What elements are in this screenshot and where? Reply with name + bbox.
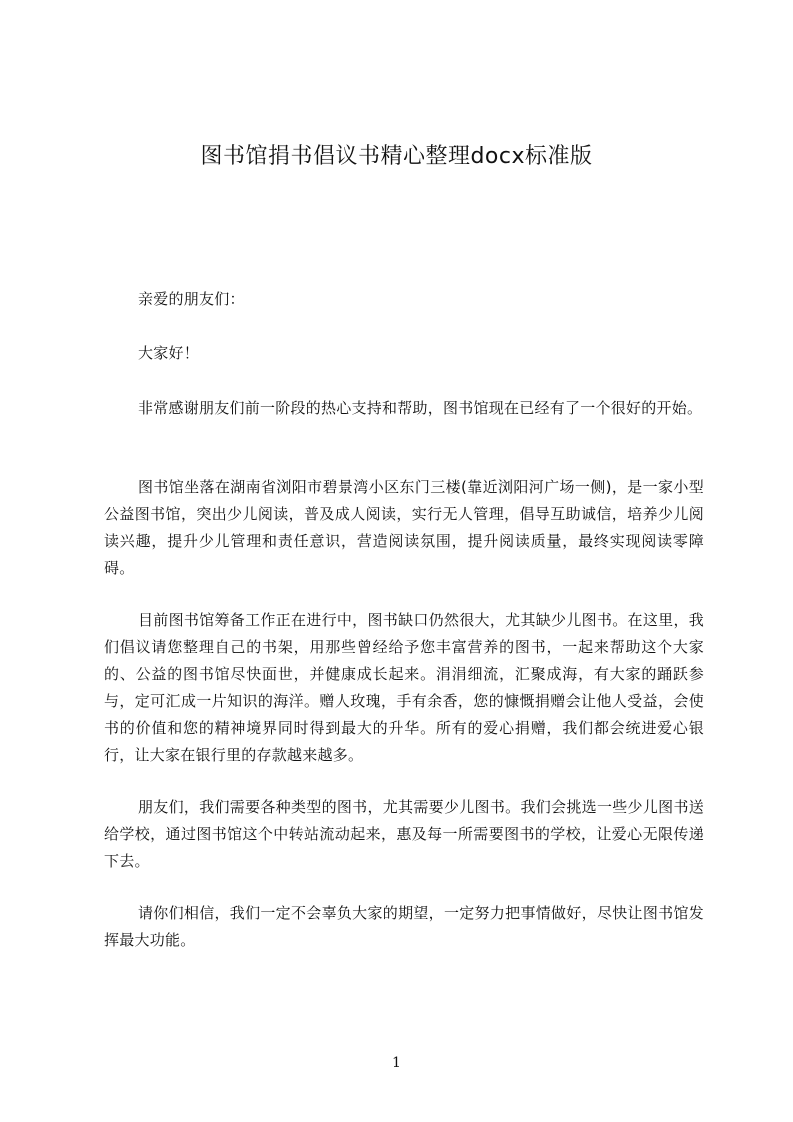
friends-text: 朋友们，我们需要各种类型的图书，尤其需要少儿图书。我们会挑选一些少儿图书送给学校，通过图书馆这个中转站流动起来，惠及每一所需要图书的学校，让爱心无限传递下去。 [104,798,704,870]
promise-text: 请你们相信，我们一定不会辜负大家的期望，一定努力把事情做好，尽快让图书馆发挥最大功能。 [104,904,704,949]
thanks-text: 非常感谢朋友们前一阶段的热心支持和帮助，图书馆现在已经有了一个很好的开始。 [138,399,703,417]
thanks-paragraph [104,395,704,422]
progress-text: 目前图书馆筹备工作正在进行中，图书缺口仍然很大，尤其缺少儿图书。在这里，我们倡议请您整理自己的书架，用那些曾经给予您丰富营养的图书，一起来帮助这个大家的、公益的图书馆尽快面世，并健康成长起来。涓涓细流，汇聚成海，有大家的踊跃参与，定可汇成一片知识的海洋。赠人玫瑰，手有余香，您的慷慨捐赠会让他人受益，会使书的价值和您的精神境界同时得到最大的升华。所有的爱心捐赠，我们都会统进爱心银行，让大家在银行里的存款越来越多。 [104,611,704,764]
greeting-paragraph [104,286,704,313]
progress-paragraph [104,607,704,769]
greeting-text: 亲爱的朋友们： [138,290,245,308]
location-paragraph [104,474,704,582]
promise-paragraph [104,900,704,954]
hello-text: 大家好！ [138,344,200,362]
page-number: 1 [392,1055,401,1071]
document-title: 图书馆捐书倡议书精心整理docx标准版 [200,144,593,169]
hello-paragraph [104,340,704,367]
friends-paragraph [104,794,704,875]
location-text: 图书馆坐落在湖南省浏阳市碧景湾小区东门三楼(靠近浏阳河广场一侧)，是一家小型公益图书馆，突出少儿阅读，普及成人阅读，实行无人管理，倡导互助诚信，培养少儿阅读兴趣，提升少儿管理和责任意识，营造阅读氛围，提升阅读质量，最终实现阅读零障碍。 [104,478,704,577]
